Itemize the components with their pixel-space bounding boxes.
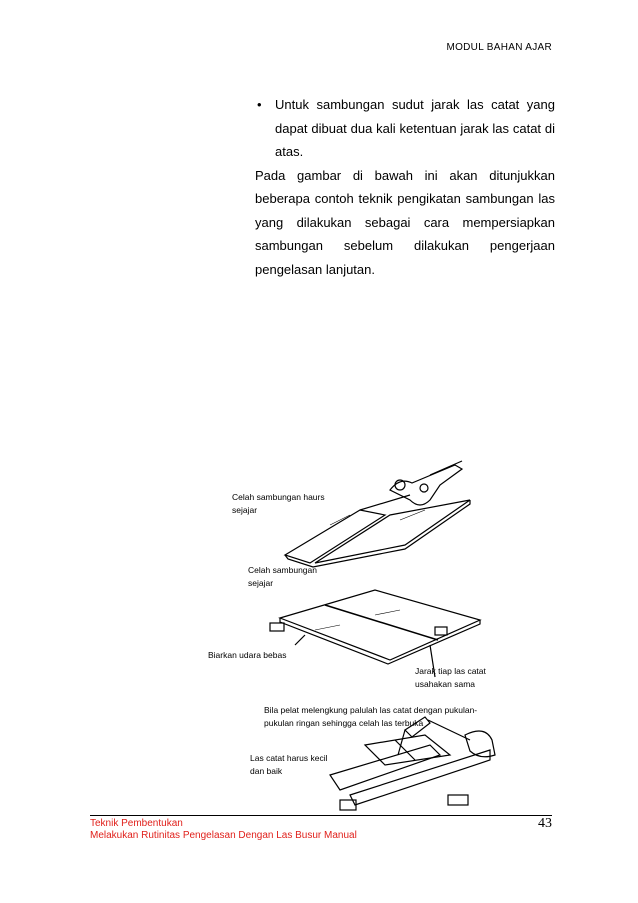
caption-3: Biarkan udara bebas xyxy=(208,650,287,660)
caption-2: Celah sambungan sejajar xyxy=(248,565,317,588)
plate-top-right xyxy=(315,500,470,563)
paragraph: Pada gambar di bawah ini akan ditunjukkan beberapa contoh teknik pengikatan sambungan las yang dilakukan sebagai cara mempersiapkan sambungan sebelum dilakukan pengerjaan pengelasan lanjutan. xyxy=(255,167,555,277)
caption-5: Bila pelat melengkung palulah las catat dengan pukulan- pukulan ringan sehingga celah las terbuka xyxy=(264,705,478,728)
caption-6: Las catat harus kecil dan baik xyxy=(250,753,328,776)
bullet-item xyxy=(255,93,555,164)
footer-divider xyxy=(90,815,552,816)
plate-top-left xyxy=(285,510,385,563)
page-number: 43 xyxy=(538,816,552,831)
footer-text xyxy=(90,818,357,842)
body-text xyxy=(255,93,555,281)
footer-module: Melakukan Rutinitas Pengelasan Dengan Las Busur Manual xyxy=(90,830,357,841)
bullet-text: Untuk sambungan sudut jarak las catat yang dapat dibuat dua kali ketentuan jarak las catat di atas. xyxy=(275,97,555,159)
caption-4: Jarak tiap las catat usahakan sama xyxy=(415,666,486,689)
bullet-icon: • xyxy=(257,97,262,112)
caption-1: Celah sambungan haurs sejajar xyxy=(232,492,325,515)
plate-flat xyxy=(280,590,480,660)
footer-subject: Teknik Pembentukan xyxy=(90,818,183,829)
illustration xyxy=(200,455,500,815)
page-header: MODUL BAHAN AJAR xyxy=(446,42,552,53)
